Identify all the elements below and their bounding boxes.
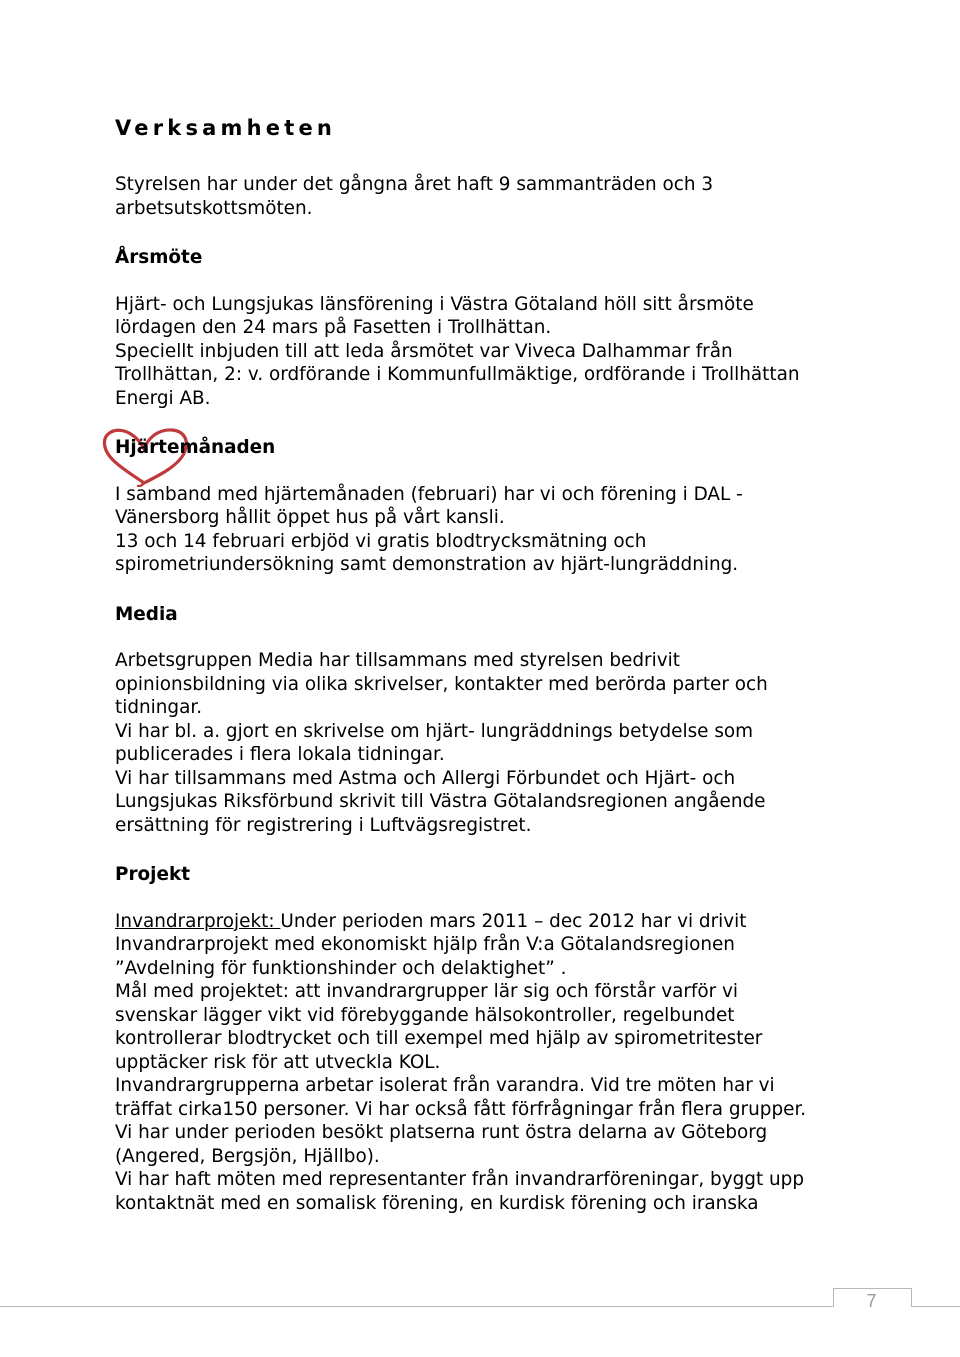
text-line: träffat cirka150 personer. Vi har också fått förfrågningar från flera grupper. <box>115 1098 807 1120</box>
text-line: Vi har tillsammans med Astma och Allergi Förbundet och Hjärt- och <box>115 767 736 789</box>
section-heading-hjartemanaden: Hjärtemånaden <box>115 437 276 458</box>
text-line: Arbetsgruppen Media har tillsammans med styrelsen bedrivit <box>115 650 680 671</box>
projekt-paragraph <box>115 910 875 1216</box>
text-line: ersättning för registrering i Luftvägsregistret. <box>115 814 532 836</box>
text-line: 13 och 14 februari erbjöd vi gratis blodtrycksmätning och <box>115 530 647 552</box>
section-heading-media: Media <box>115 603 178 625</box>
text-line: arbetsutskottsmöten. <box>115 197 313 219</box>
text-line: Invandrarprojekt med ekonomiskt hjälp från V:a Götalandsregionen <box>115 934 735 955</box>
text-line: Trollhättan, 2: v. ordförande i Kommunfullmäktige, ordförande i Trollhättan <box>115 364 800 385</box>
text-line: svenskar lägger vikt vid förebyggande hälsokontroller, regelbundet <box>115 1004 735 1026</box>
text-line: upptäcker risk för att utveckla KOL. <box>115 1051 441 1073</box>
text-line: publicerades i flera lokala tidningar. <box>115 744 445 765</box>
text-line: ”Avdelning för funktionshinder och delaktighet” . <box>115 957 567 979</box>
text-line: opinionsbildning via olika skrivelser, kontakter med berörda parter och <box>115 673 768 695</box>
text-line: Hjärt- och Lungsjukas länsförening i Västra Götaland höll sitt årsmöte <box>115 293 754 315</box>
text-line: tidningar. <box>115 697 203 718</box>
text-line: kontaktnät med en somalisk förening, en kurdisk förening och iranska <box>115 1192 759 1214</box>
text-line: Energi AB. <box>115 387 211 409</box>
section-heading-projekt: Projekt <box>115 864 190 885</box>
page-title: Verksamheten <box>115 116 337 140</box>
text-line: Invandrargrupperna arbetar isolerat från varandra. Vid tre möten har vi <box>115 1075 775 1096</box>
document-body <box>115 112 875 1215</box>
project-name-label: Invandrarprojekt: <box>115 910 281 932</box>
section-heading-arsmote: Årsmöte <box>115 247 203 268</box>
text-line: Mål med projektet: att invandrargrupper lär sig och förstår varför vi <box>115 981 739 1002</box>
text-line: Speciellt inbjuden till att leda årsmötet var Viveca Dalhammar från <box>115 340 733 362</box>
hjartemanaden-paragraph <box>115 483 875 577</box>
page-number: 7 <box>866 1291 877 1311</box>
text-line: Vi har under perioden besökt platserna runt östra delarna av Göteborg <box>115 1122 768 1143</box>
text-line: Lungsjukas Riksförbund skrivit till Västra Götalandsregionen angående <box>115 791 766 812</box>
text-span: Under perioden mars 2011 – dec 2012 har vi drivit <box>280 910 747 932</box>
footer-divider <box>0 1306 960 1307</box>
text-line <box>115 910 875 934</box>
text-line: Vi har bl. a. gjort en skrivelse om hjärt- lungräddnings betydelse som <box>115 720 754 742</box>
media-paragraph <box>115 649 875 837</box>
text-line: Vänersborg hållit öppet hus på vårt kansli. <box>115 507 505 528</box>
text-line: lördagen den 24 mars på Fasetten i Trollhättan. <box>115 317 552 338</box>
intro-paragraph <box>115 173 875 220</box>
arsmote-paragraph <box>115 293 875 411</box>
text-line: Styrelsen har under det gångna året haft 9 sammanträden och 3 <box>115 174 714 195</box>
text-line: I samband med hjärtemånaden (februari) har vi och förening i DAL - <box>115 483 743 505</box>
text-line: spirometriundersökning samt demonstration av hjärt-lungräddning. <box>115 554 739 575</box>
text-line: kontrollerar blodtrycket och till exempel med hjälp av spirometritester <box>115 1028 763 1049</box>
text-line: Vi har haft möten med representanter från invandrarföreningar, byggt upp <box>115 1169 805 1190</box>
text-line: (Angered, Bergsjön, Hjällbo). <box>115 1145 380 1167</box>
